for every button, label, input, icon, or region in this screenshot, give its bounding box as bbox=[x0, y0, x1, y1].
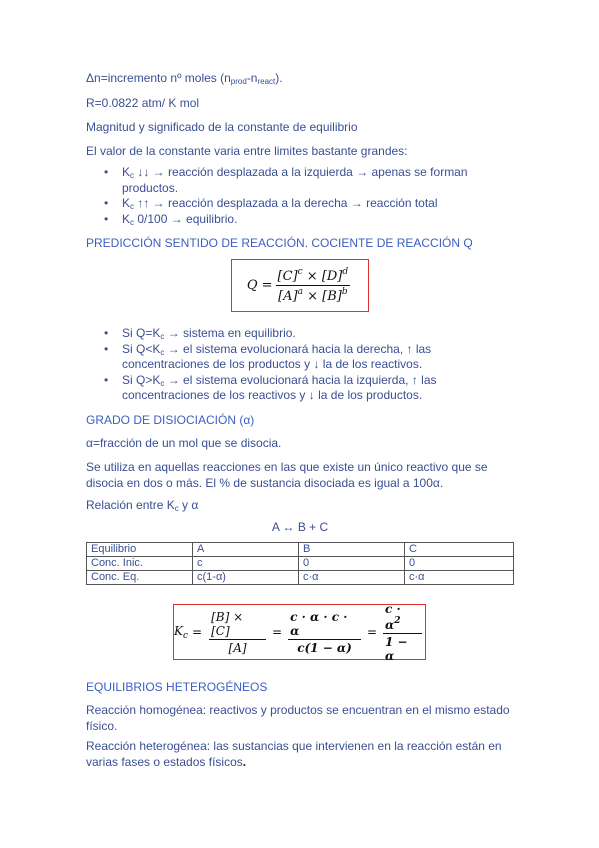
list-item: • $K_c$ ↓↓ → reacción desplazada a la izquierda → apenas se forman productos. bbox=[86, 165, 486, 196]
equilibrium-table bbox=[86, 542, 514, 585]
alpha-usage: Se utiliza en aquellas reacciones en las que existe un único reactivo que se disocia en dos o más. El % de sustancia disociada es igual a 100α. bbox=[86, 460, 488, 490]
table-cell: Conc. Inic. bbox=[87, 557, 193, 571]
table-row bbox=[87, 557, 514, 571]
q-comparison-list bbox=[86, 326, 486, 404]
heading-dissociation: GRADO DE DISIOCIACIÓN (α) bbox=[86, 413, 255, 427]
quotient-fraction: $\frac{[C]^c \times [D]^d}{[A]^a \times [B]^b}$ bbox=[277, 267, 349, 304]
list-item: • Si $Q>K_c$ → el sistema evolucionará hacia la izquierda, ↑ las concentraciones de los reactivos y ↓ la de los productos. bbox=[86, 373, 486, 404]
table-cell: c bbox=[193, 557, 299, 571]
heterogeneous-definition: Reacción heterogénea: las sustancias que intervienen en la reacción están en varias fases o estados físicos. bbox=[86, 739, 502, 769]
list-item: • $K_c$ 0/100 → equilibrio. bbox=[86, 212, 486, 228]
table-row bbox=[87, 571, 514, 585]
table-cell: c·α bbox=[405, 571, 514, 585]
homogeneous-definition: Reacción homogénea: reactivos y productos se encuentran en el mismo estado físico. bbox=[86, 703, 510, 733]
alpha-definition: α=fracción de un mol que se disocia. bbox=[86, 436, 282, 450]
gas-constant-line: R=0.0822 atm/ K mol bbox=[86, 96, 200, 110]
table-row bbox=[87, 543, 514, 557]
table-cell: 0 bbox=[405, 557, 514, 571]
table-cell: A bbox=[193, 543, 299, 557]
magnitude-line: Magnitud y significado de la constante de equilibrio bbox=[86, 120, 358, 134]
table-cell: c·α bbox=[299, 571, 405, 585]
range-line: El valor de la constante varia entre limites bastante grandes: bbox=[86, 144, 408, 158]
delta-n-definition: Δn=incremento nº moles $(n_{prod}-n_{react})$. bbox=[86, 71, 283, 86]
table-cell: B bbox=[299, 543, 405, 557]
reaction-quotient-formula: Q = $\frac{[C]^c \times [D]^d}{[A]^a \times [B]^b}$ bbox=[231, 259, 369, 312]
list-item: • $K_c$ ↑↑ → reacción desplazada a la derecha → reacción total bbox=[86, 196, 486, 212]
kc-alpha-formula: $K_c$ = $\frac{[B] \times [C]}{[A]}$ = $\frac{c \cdot \alpha \cdot c \cdot \alpha}{c(1 - \alpha)}$ = $\frac{c \cdot \alpha^2}{1 - \alpha}$ bbox=[173, 604, 426, 660]
kc-alpha-relation: Relación entre $K_c$ y α bbox=[86, 498, 199, 513]
list-item: • Si $Q=K_c$ → sistema en equilibrio. bbox=[86, 326, 486, 342]
table-cell: C bbox=[405, 543, 514, 557]
kc-list bbox=[86, 165, 486, 227]
dissociation-reaction: A ↔ B + C bbox=[271, 520, 329, 534]
list-item: • Si $Q<K_c$ → el sistema evolucionará hacia la derecha, ↑ las concentraciones de los productos y ↓ la de los reactivos. bbox=[86, 342, 486, 373]
table-cell: 0 bbox=[299, 557, 405, 571]
heading-prediction: PREDICCIÓN SENTIDO DE REACCIÓN. COCIENTE DE REACCIÓN Q bbox=[86, 236, 473, 250]
heading-heterogeneous: EQUILIBRIOS HETEROGÉNEOS bbox=[86, 680, 268, 694]
table-cell: Equilibrio bbox=[87, 543, 193, 557]
table-cell: c(1-α) bbox=[193, 571, 299, 585]
table-cell: Conc. Eq. bbox=[87, 571, 193, 585]
